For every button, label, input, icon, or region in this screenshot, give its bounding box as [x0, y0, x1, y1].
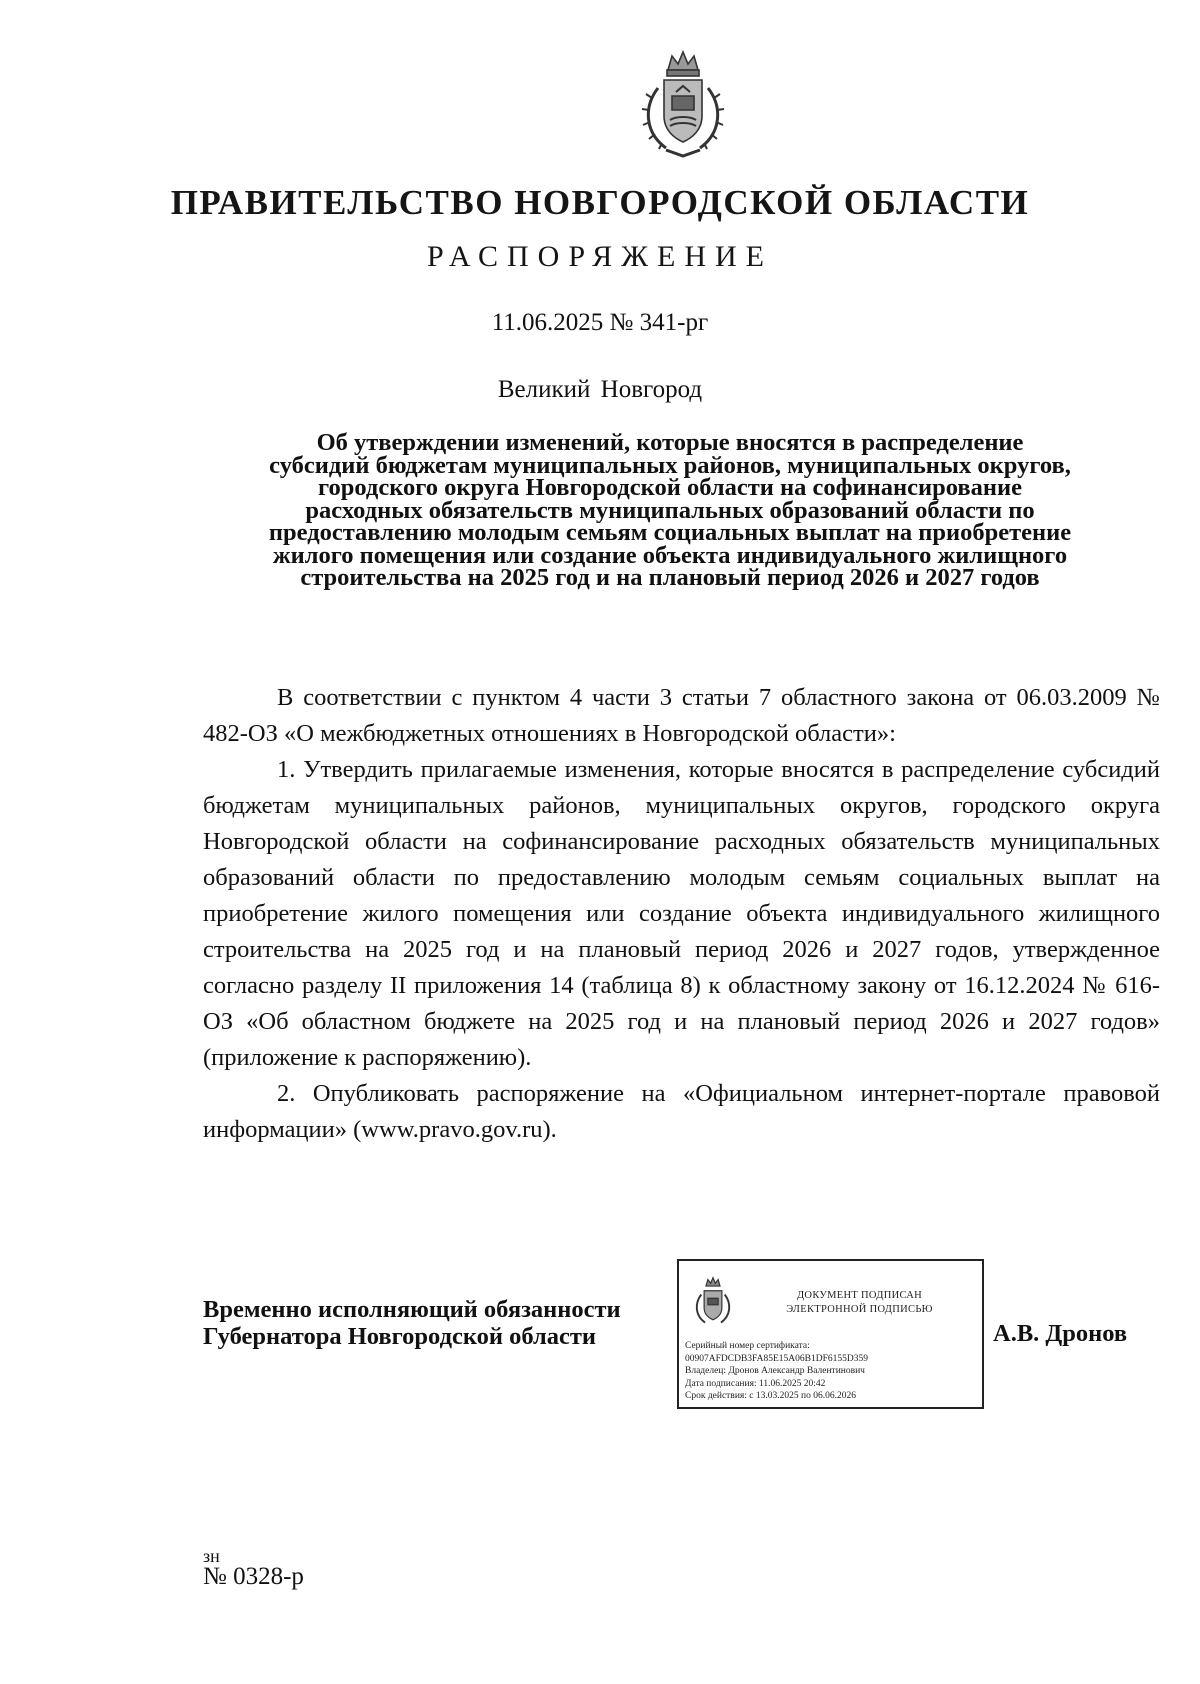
certificate-owner: Владелец: Дронов Александр Валентинович [685, 1366, 865, 1376]
subject-line: предоставлению молодым семьям социальных выплат на приобретение [268, 519, 1072, 546]
esignature-details [685, 1340, 978, 1403]
body-paragraph: В соответствии с пунктом 4 части 3 статьи 7 областного закона от 06.03.2009 № 482-ОЗ «О межбюджетных отношениях в Новгородской области»: [203, 684, 1160, 747]
date-and-number: 11.06.2025 № 341-рг [491, 309, 709, 336]
esignature-title-line: ДОКУМЕНТ ПОДПИСАН [796, 1290, 923, 1301]
document-subject [200, 429, 1140, 591]
certificate-serial: 00907AFDCDB3FA85E15A06B1DF6155D359 [685, 1353, 868, 1364]
subject-line: городского округа Новгородской области на софинансирование [317, 474, 1023, 501]
signatory-position-line: Губернатора Новгородской области [203, 1323, 597, 1350]
signatory-name: А.В. Дронов [993, 1320, 1128, 1347]
subject-line: расходных обязательств муниципальных образований области по [305, 496, 1035, 524]
footer-registration [203, 1547, 304, 1589]
esignature-title [743, 1289, 976, 1317]
signatory-position [203, 1296, 673, 1350]
document-type: РАСПОРЯЖЕНИЕ [426, 240, 774, 273]
electronic-signature-stamp [677, 1259, 984, 1409]
signatory-position-line: Временно исполняющий обязанности [203, 1296, 621, 1323]
subject-line: субсидий бюджетам муниципальных районов, муниципальных округов, [269, 451, 1071, 479]
certificate-validity: Срок действия: с 13.03.2025 по 06.06.2026 [685, 1391, 856, 1401]
subject-line: жилого помещения или создание объекта индивидуального жилищного [272, 541, 1068, 569]
coat-of-arms-icon [691, 1275, 735, 1329]
esignature-title-line: ЭЛЕКТРОННОЙ ПОДПИСЬЮ [786, 1304, 933, 1315]
subject-line: строительства на 2025 год и на плановый период 2026 и 2027 годов [300, 564, 1040, 591]
body-paragraph: 1. Утвердить прилагаемые изменения, которые вносятся в распределение субсидий бюджетам муниципальных районов, муниципальных округов, городского округа Новгородской области на софинансирование расходных обязательств муниципальных образований области по предоставлению молодым семьям социальных выплат на приобретение жилого помещения или создание объекта индивидуального жилищного строительства на 2025 год и на плановый период 2026 и 2027 годов, утвержденное согласно разделу II приложения 14 (таблица 8) к областному закону от 16.12.2024 № 616-ОЗ «Об областном бюджете на 2025 год и на плановый период 2026 и 2027 годов» (приложение к распоряжению). [203, 756, 1160, 1071]
executor-initials: зн [203, 1546, 220, 1566]
body-paragraph: 2. Опубликовать распоряжение на «Официальном интернет-портале правовой информации» (www.pravo.gov.ru). [203, 1080, 1160, 1143]
signing-date: Дата подписания: 11.06.2025 20:42 [685, 1378, 826, 1389]
certificate-label: Серийный номер сертификата: [685, 1341, 810, 1351]
registration-number: № 0328-р [203, 1563, 304, 1590]
city: Великий Новгород [497, 376, 703, 403]
coat-of-arms-icon [636, 48, 730, 160]
government-title: ПРАВИТЕЛЬСТВО НОВГОРОДСКОЙ ОБЛАСТИ [170, 183, 1030, 222]
subject-line: Об утверждении изменений, которые вносятся в распределение [316, 429, 1024, 456]
document-body [203, 680, 1160, 1148]
